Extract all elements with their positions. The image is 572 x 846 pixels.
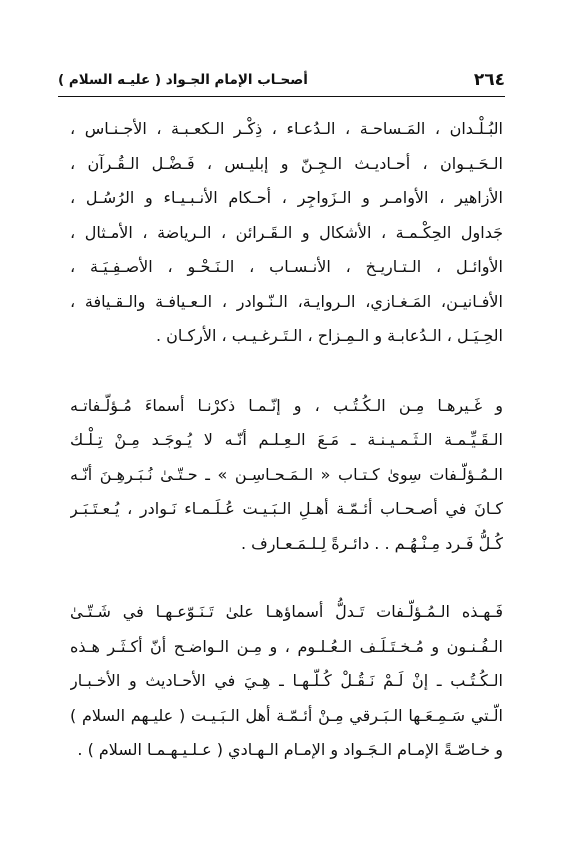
text-line: كـانَ في أصـحـاب أئـمّـة أهـلِ الـبَـيـت عُـلَـمـاء نَـوادر ، يُـعـتَـبَـر: [70, 499, 503, 518]
text-line: الـحَـيـوان ، أحـاديـث الـجِـنّ و إبليـس ، فَـضْـل الـقُـرآن ،: [70, 153, 503, 173]
body-text: [70, 112, 503, 768]
paragraph-other-books: [70, 389, 503, 562]
text-line: الحِـيَـل ، الـدُعابـة و الـمِـزاح ، الـتَـرغـيـب ، الأركـان .: [156, 326, 503, 345]
text-line: الأوائـل ، الـتـاريـخ ، الأنـسـاب ، الـنَـحْـو ، الأصـفِـيَـة ،: [70, 257, 503, 276]
text-line: الـقَـيِّـمـة الـثَـمـيـنـة ـ مَـعَ الـعِـلـم أنّـه لا يُـوجَـد مِـنْ تِـلْـك: [70, 430, 503, 449]
paragraph-works-diversity: [70, 595, 503, 768]
text-line: الـكُـتُـب ـ إنْ لَـمْ نَـقُـلْ كُـلّـهـا ـ هِـيَ في الأحـاديث و الأخـبـار: [70, 671, 503, 690]
text-line: الأزاهير ، الأوامـر و الـزَواجِر ، أحـكام الأنـبـيـاء و الرُسُـل ،: [70, 188, 503, 207]
text-line: كُـلُّ فَـرد مِـنْـهُـم . . دائـرةً لِـلـمَـعـارف .: [240, 533, 503, 553]
text-line: و غَـيرهـا مِـن الـكُـتُـب ، و إنّـمـا ذكرْنـا أسماءَ مُـؤلّـفاتـه: [70, 395, 503, 415]
text-line: الّـتي سَـمِـعَـها الـبَـرقي مِـنْ أئـمّـة أهل الـبَـيـت ( عليـهم السلام ): [70, 705, 503, 725]
text-line: الأفـانيـن، المَـغـازي، الـروايـة، الـنّـوادر ، الـعـيافـة والـقـيافة ،: [70, 291, 503, 311]
running-header: [58, 66, 505, 97]
running-title: أصحـاب الإمام الجـواد ( عليـه السلام ): [58, 72, 308, 88]
text-line: البُـلْـدان ، المَـساحـة ، الـدُعـاء ، ذِكْـر الـكعـبـة ، الأجـنـاس ،: [70, 119, 503, 138]
paragraph-book-topics: [70, 112, 503, 354]
page-number: ٢٦٤: [473, 70, 505, 90]
text-line: و خـاصّـةً الإمـام الـجَـواد و الإمـام الـهـادي ( عـلـيـهـمـا السلام ) .: [77, 740, 503, 759]
text-line: الـمُـؤلّـفات سِوىٰ كـتـاب « الـمَـحـاسِـن » ـ حـتّـىٰ نُـبَـرهِـنَ أنّـه: [70, 464, 503, 484]
text-line: فَـهـذه الـمُـؤلّـفات تَـدلُّ أسماؤهـا علىٰ تَـنَـوّعـهـا في شَـتّـىٰ: [70, 602, 503, 621]
text-line: جَداول الحِكْـمـة ، الأشكال و الـقَـرائن ، الـرياضة ، الأمـثال ،: [70, 222, 503, 242]
text-line: الـفُـنـون و مُـخـتَـلَـف الـعُـلـوم ، و مِـن الـواضـح أنّ أكـثَـر هـذه: [70, 636, 503, 656]
